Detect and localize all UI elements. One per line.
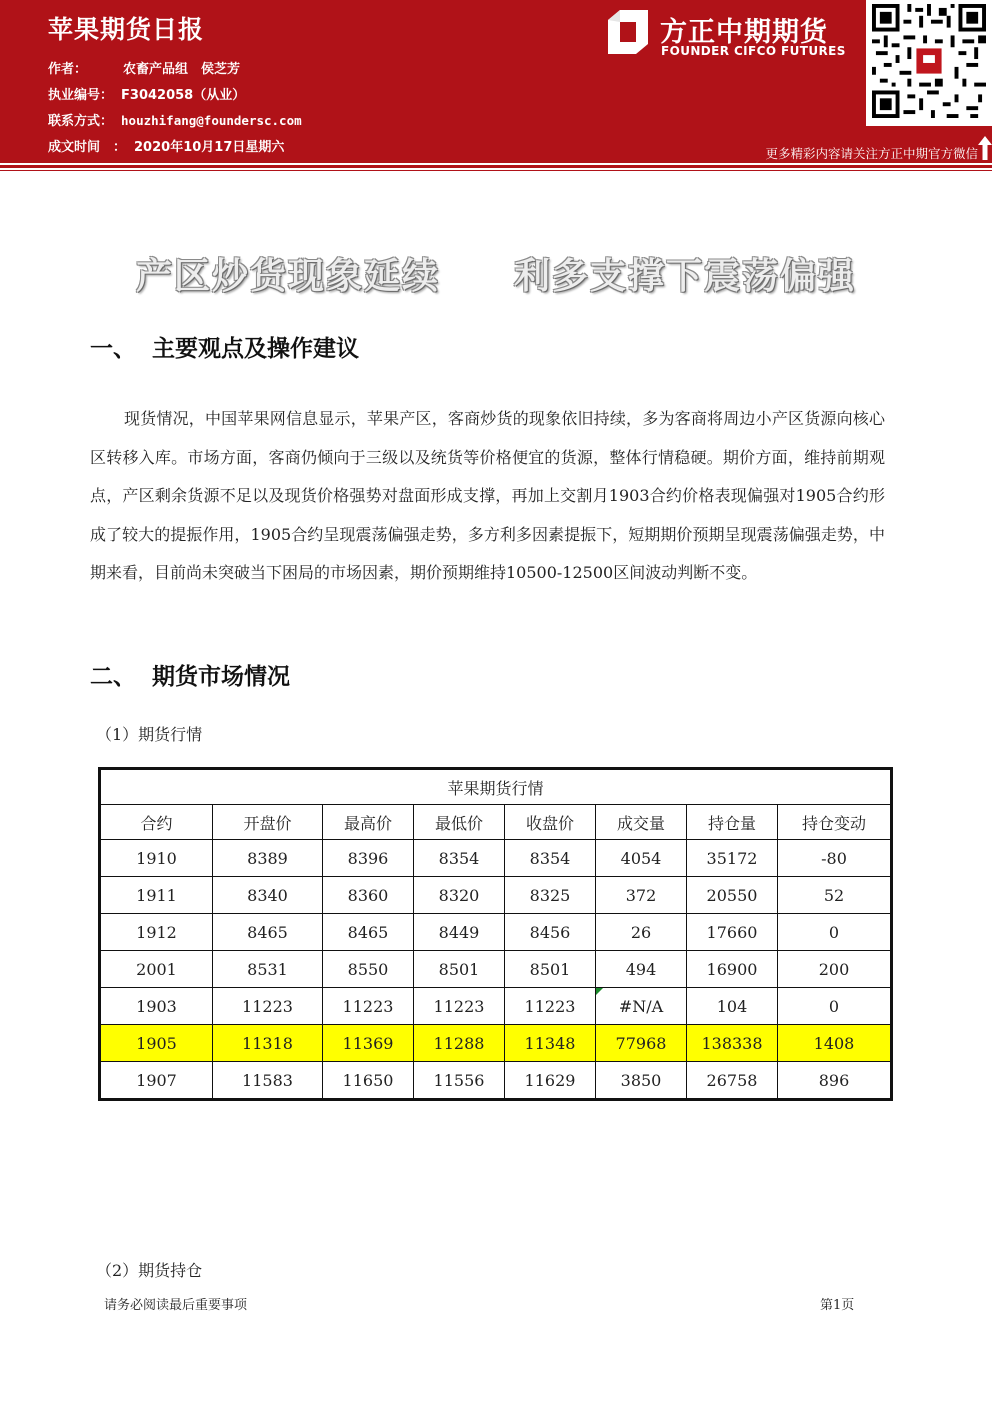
date-line bbox=[48, 136, 284, 155]
logo-chinese-name: 方正中期期货 bbox=[660, 17, 828, 48]
logo-english-name: FOUNDER CIFCO FUTURES bbox=[661, 44, 846, 58]
futures-quotes-table bbox=[100, 769, 891, 1099]
table-cell: 1905 bbox=[101, 1025, 213, 1062]
author-value: 农畜产品组 侯芝芳 bbox=[123, 62, 241, 77]
license-label: 执业编号： bbox=[48, 88, 114, 103]
table-cell: 896 bbox=[778, 1062, 891, 1099]
table-row bbox=[101, 877, 891, 914]
table-cell: 8340 bbox=[213, 877, 323, 914]
table-cell: 0 bbox=[778, 914, 891, 951]
table-cell: 1910 bbox=[101, 840, 213, 877]
table-cell: 8389 bbox=[213, 840, 323, 877]
section-heading-views bbox=[90, 330, 359, 363]
page-number: 第1页 bbox=[820, 1298, 855, 1313]
table-cell: 26758 bbox=[687, 1062, 778, 1099]
table-cell: 1912 bbox=[101, 914, 213, 951]
table-cell: 11223 bbox=[505, 988, 596, 1025]
table-cell: 3850 bbox=[596, 1062, 687, 1099]
table-cell: 8550 bbox=[323, 951, 414, 988]
table-cell: 1903 bbox=[101, 988, 213, 1025]
table-cell: -80 bbox=[778, 840, 891, 877]
main-title-part1: 产区炒货现象延续 bbox=[135, 256, 440, 297]
table-row bbox=[101, 988, 891, 1025]
table-cell: 104 bbox=[687, 988, 778, 1025]
column-header: 最低价 bbox=[414, 805, 505, 840]
column-header: 成交量 bbox=[596, 805, 687, 840]
table-cell: 11583 bbox=[213, 1062, 323, 1099]
views-paragraph: 现货情况，中国苹果网信息显示，苹果产区，客商炒货的现象依旧持续，多为客商将周边小产区货源向核心区转移入库。市场方面，客商仍倾向于三级以及统货等价格便宜的货源，整体行情稳硬。期价方面，维持前期观点，产区剩余货源不足以及现货价格强势对盘面形成支撑，再加上交割月1903合约价格表现偏强对1905合约形成了较大的提振作用，1905合约呈现震荡偏强走势，多方利多因素提振下，短期期价预期呈现震荡偏强走势，中期来看，目前尚未突破当下困局的市场因素，期价预期维持10500-12500区间波动判断不变。 bbox=[90, 409, 885, 582]
table-cell: 8501 bbox=[505, 951, 596, 988]
date-value: 2020年10月17日星期六 bbox=[134, 140, 285, 155]
table-cell: 1911 bbox=[101, 877, 213, 914]
table-cell: 8396 bbox=[323, 840, 414, 877]
table-cell: 8531 bbox=[213, 951, 323, 988]
section-title: 期货市场情况 bbox=[152, 664, 290, 690]
section-number: 二、 bbox=[90, 664, 136, 690]
table-row bbox=[101, 840, 891, 877]
main-title-part2: 利多支撑下震荡偏强 bbox=[514, 256, 857, 297]
table-row bbox=[101, 914, 891, 951]
table-cell: 8354 bbox=[505, 840, 596, 877]
table-cell: 11629 bbox=[505, 1062, 596, 1099]
table-cell: 8320 bbox=[414, 877, 505, 914]
table-cell: 11369 bbox=[323, 1025, 414, 1062]
table-header-row bbox=[101, 805, 891, 840]
table-caption: 苹果期货行情 bbox=[101, 770, 891, 805]
table-cell: 11223 bbox=[323, 988, 414, 1025]
table-cell-value: #N/A bbox=[618, 996, 664, 1016]
table-cell: 8354 bbox=[414, 840, 505, 877]
table-cell: 8465 bbox=[323, 914, 414, 951]
section-heading-market bbox=[90, 658, 290, 691]
table-cell: 16900 bbox=[687, 951, 778, 988]
table-cell: 8449 bbox=[414, 914, 505, 951]
header-divider-thin bbox=[0, 170, 992, 171]
header-divider bbox=[0, 165, 992, 168]
table-cell: 4054 bbox=[596, 840, 687, 877]
table-cell: 8360 bbox=[323, 877, 414, 914]
table-cell: 11288 bbox=[414, 1025, 505, 1062]
wechat-follow-note: 更多精彩内容请关注方正中期官方微信 bbox=[765, 146, 978, 161]
report-title: 苹果期货日报 bbox=[48, 15, 205, 44]
table-cell: 11650 bbox=[323, 1062, 414, 1099]
table-row bbox=[101, 951, 891, 988]
table-cell: 8325 bbox=[505, 877, 596, 914]
date-label: 成文时间 ： bbox=[48, 140, 127, 155]
author-line bbox=[48, 58, 240, 77]
company-logo bbox=[604, 8, 866, 64]
up-arrow-icon bbox=[978, 136, 992, 160]
table-cell: 1408 bbox=[778, 1025, 891, 1062]
license-value: F3042058（从业） bbox=[121, 88, 246, 103]
report-main-title bbox=[0, 248, 992, 299]
author-label: 作者： bbox=[48, 62, 88, 77]
qr-code-icon bbox=[872, 4, 986, 118]
column-header: 持仓量 bbox=[687, 805, 778, 840]
column-header: 持仓变动 bbox=[778, 805, 891, 840]
column-header: 开盘价 bbox=[213, 805, 323, 840]
logo-mark-icon bbox=[604, 8, 652, 56]
table-cell: 35172 bbox=[687, 840, 778, 877]
table-cell: 11348 bbox=[505, 1025, 596, 1062]
error-flag-icon bbox=[596, 988, 603, 995]
table-cell: 11556 bbox=[414, 1062, 505, 1099]
table-cell: 8465 bbox=[213, 914, 323, 951]
contact-label: 联系方式： bbox=[48, 114, 114, 129]
contact-email[interactable]: houzhifang@foundersc.com bbox=[121, 113, 302, 128]
table-cell-error bbox=[596, 988, 687, 1025]
table-cell: 138338 bbox=[687, 1025, 778, 1062]
column-header: 收盘价 bbox=[505, 805, 596, 840]
report-header bbox=[0, 0, 992, 163]
column-header: 合约 bbox=[101, 805, 213, 840]
table-cell: 494 bbox=[596, 951, 687, 988]
table-row bbox=[101, 1062, 891, 1099]
table-cell: 11223 bbox=[414, 988, 505, 1025]
wechat-qr-code[interactable] bbox=[866, 0, 992, 126]
section-title: 主要观点及操作建议 bbox=[152, 336, 359, 362]
table-row-highlighted bbox=[101, 1025, 891, 1062]
table-cell: 11223 bbox=[213, 988, 323, 1025]
table-cell: 26 bbox=[596, 914, 687, 951]
table-cell: 372 bbox=[596, 877, 687, 914]
section-number: 一、 bbox=[90, 336, 136, 362]
contact-line bbox=[48, 110, 302, 129]
table-cell: 11318 bbox=[213, 1025, 323, 1062]
table-cell: 17660 bbox=[687, 914, 778, 951]
table-cell: 1907 bbox=[101, 1062, 213, 1099]
table-cell: 52 bbox=[778, 877, 891, 914]
subsection-quotes: （1）期货行情 bbox=[96, 725, 203, 744]
license-line bbox=[48, 84, 245, 103]
column-header: 最高价 bbox=[323, 805, 414, 840]
table-cell: 77968 bbox=[596, 1025, 687, 1062]
table-cell: 8456 bbox=[505, 914, 596, 951]
table-cell: 200 bbox=[778, 951, 891, 988]
table-cell: 0 bbox=[778, 988, 891, 1025]
table-cell: 20550 bbox=[687, 877, 778, 914]
table-cell: 2001 bbox=[101, 951, 213, 988]
table-cell: 8501 bbox=[414, 951, 505, 988]
subsection-positions: （2）期货持仓 bbox=[96, 1261, 203, 1280]
footer-disclaimer-note: 请务必阅读最后重要事项 bbox=[104, 1298, 248, 1313]
